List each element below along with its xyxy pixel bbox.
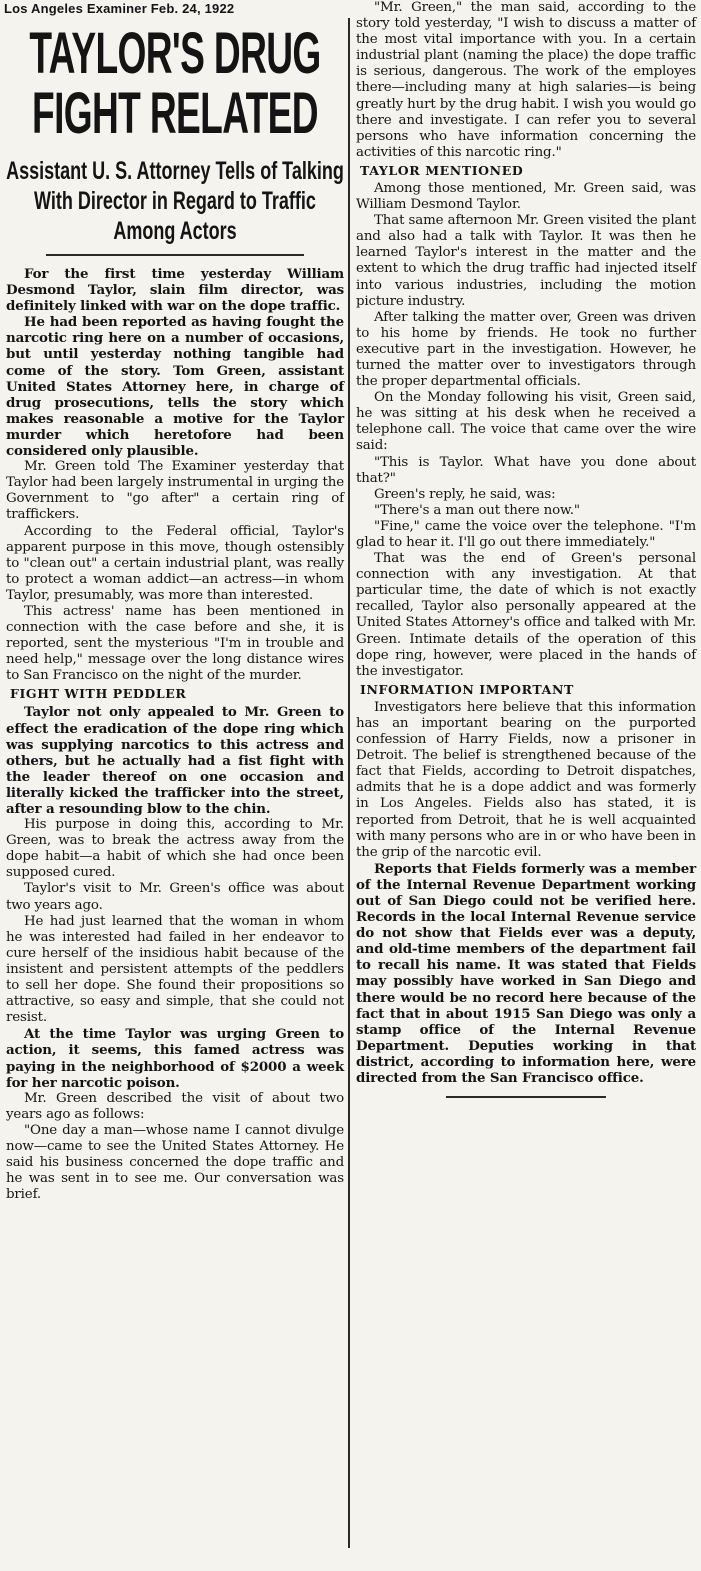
right-column-body	[356, 0, 696, 1086]
paragraph: After talking the matter over, Green was driven to his home by friends. He took no further executive part in the investigation. However, he turned the matter over to investigators through the proper departmental officials.	[356, 309, 696, 390]
paragraph: Taylor not only appealed to Mr. Green to effect the eradication of the dope ring which was supplying narcotics to this actress and others, but he actually had a fist fight with the leader thereof on one occasion and literally kicked the trafficker into the street, after a resounding blow to the chin.	[6, 704, 344, 817]
paragraph: Green's reply, he said, was:	[374, 486, 556, 502]
paragraph: He had been reported as having fought the narcotic ring here on a number of occasions, but until yesterday nothing tangible had come of the story. Tom Green, assistant United States Attorney here, in charge of drug prosecutions, tells the story which makes reasonable a motive for the Taylor murder which heretofore had been considered only plausible.	[6, 314, 344, 460]
paragraph: This actress' name has been mentioned in connection with the case before and she, it is reported, sent the mysterious "I'm in trouble and need help," message over the long distance wires to San Francisco on the night of the murder.	[6, 603, 344, 684]
paragraph: Investigators here believe that this information has an important bearing on the purported confession of Harry Fields, now a prisoner in Detroit. The belief is strengthened because of the fact that Fields, according to Detroit dispatches, admits that he is a dope addict and was formerly in Los Angeles. Fields also has stated, it is reported from Detroit, that he is well acquainted with many persons who are in or who have been in the grip of the narcotic evil.	[356, 699, 696, 860]
column-divider	[348, 18, 350, 1548]
paragraph: Mr. Green told The Examiner yesterday that Taylor had been largely instrumental in urging the Government to "go after" a certain ring of traffickers.	[6, 459, 344, 523]
paragraph: Among those mentioned, Mr. Green said, was William Desmond Taylor.	[356, 180, 696, 213]
paragraph: "This is Taylor. What have you done about that?"	[356, 454, 696, 486]
left-column-body	[6, 266, 344, 1203]
paragraph: Reports that Fields formerly was a member of the Internal Revenue Department working out of San Diego could not be verified here. Records in the local Internal Revenue service do not show that Fields ever was a deputy, and old-time members of the department fail to recall his name. It was stated that Fields may possibly have worked in San Diego and there would be no record here because of the fact that in about 1915 San Diego was only a stamp office of the Internal Revenue Department. Deputies working in that district, according to information here, were directed from the San Francisco office.	[356, 860, 696, 1086]
subhead: Assistant U. S. Attorney Tells of Talking With Director in Regard to Traffic Among Actors	[6, 157, 344, 245]
dateline: Los Angeles Examiner Feb. 24, 1922	[4, 1, 235, 16]
left-column	[6, 21, 344, 1203]
article-end-rule	[446, 1096, 606, 1098]
section-heading: FIGHT WITH PEDDLER	[10, 686, 187, 702]
right-column	[356, 0, 696, 1098]
paragraph: "Fine," came the voice over the telephone. "I'm glad to hear it. I'll go out there immediately."	[356, 518, 696, 550]
section-heading: INFORMATION IMPORTANT	[360, 681, 574, 697]
paragraph: That was the end of Green's personal connection with any investigation. At that particular time, the date of which is not exactly recalled, Taylor also personally appeared at the United States Attorney's office and talked with Mr. Green. Intimate details of the operation of this dope ring, however, were placed in the hands of the investigator.	[356, 551, 696, 679]
section-heading: TAYLOR MENTIONED	[360, 162, 524, 178]
paragraph: According to the Federal official, Taylor's apparent purpose in this move, though ostensibly to "clean out" a certain industrial plant, was really to protect a woman addict—an actress—in whom Taylor, presumably, was more than interested.	[6, 523, 344, 603]
paragraph: At the time Taylor was urging Green to action, it seems, this famed actress was paying in the neighborhood of $2000 a week for her narcotic poison.	[6, 1026, 344, 1091]
paragraph: Mr. Green described the visit of about two years ago as follows:	[6, 1090, 344, 1122]
subhead-rule	[46, 254, 304, 256]
paragraph: "Mr. Green," the man said, according to the story told yesterday, "I wish to discuss a matter of the most vital importance with you. In a certain industrial plant (naming the place) the dope traffic is serious, dangerous. The work of the employes there—including many at high salaries—is being greatly hurt by the drug habit. I wish you would go there and investigate. I can refer you to several persons who have information concerning the activities of this narcotic ring."	[356, 0, 696, 160]
paragraph: He had just learned that the woman in whom he was interested had failed in her endeavor to cure herself of the insidious habit because of the insistent and persistent attempts of the peddlers to sell her dope. She found their propositions so attractive, so easy and simple, that she could not resist.	[6, 913, 344, 1026]
paragraph: On the Monday following his visit, Green said, he was sitting at his desk when he received a telephone call. The voice that came over the wire said:	[356, 390, 696, 454]
paragraph: "There's a man out there now."	[374, 502, 580, 518]
paragraph: His purpose in doing this, according to Mr. Green, was to break the actress away from the dope habit—a habit of which she had once been supposed cured.	[6, 817, 344, 881]
headline-line-2: FIGHT RELATED	[32, 81, 318, 146]
paragraph: For the first time yesterday William Desmond Taylor, slain film director, was definitely linked with war on the dope traffic.	[6, 266, 344, 315]
paragraph: "One day a man—whose name I cannot divulge now—came to see the United States Attorney. He said his business concerned the dope traffic and he was sent in to see me. Our conversation was brief.	[6, 1122, 344, 1203]
headline	[9, 21, 341, 146]
paragraph: That same afternoon Mr. Green visited the plant and also had a talk with Taylor. It was then he learned Taylor's interest in the matter and the extent to which the drug traffic had injected itself into various industries, including the motion picture industry.	[356, 213, 696, 309]
headline-line-1: TAYLOR'S DRUG	[29, 21, 321, 86]
paragraph: Taylor's visit to Mr. Green's office was about two years ago.	[6, 881, 344, 913]
